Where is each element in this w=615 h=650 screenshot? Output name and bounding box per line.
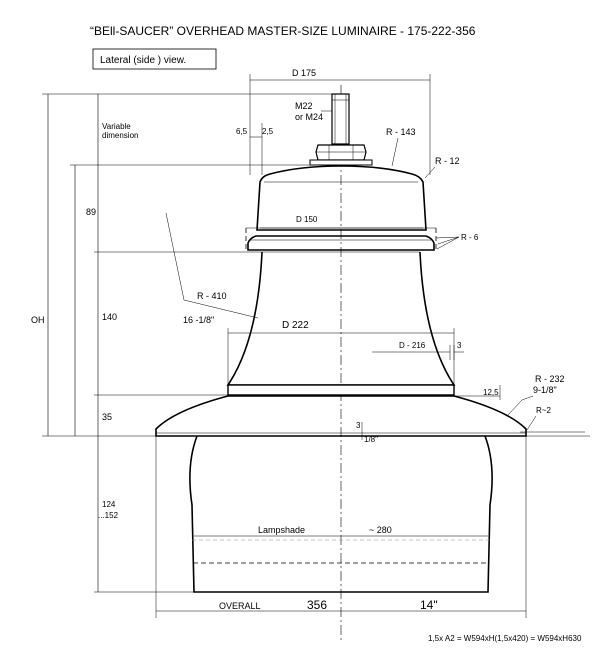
cap-outline <box>257 166 426 230</box>
dim-2-5: 2,5 <box>262 127 274 136</box>
dim-3: 3 <box>457 341 462 350</box>
view-label: Lateral (side ) view. <box>100 55 187 66</box>
height-140: 140 <box>102 312 118 322</box>
threaded-stem <box>332 94 349 144</box>
dim-12-5: 12,5 <box>483 388 499 397</box>
height-152: ...152 <box>98 511 119 520</box>
thread-m22: M22 <box>295 101 313 111</box>
drawing-title: “BEll-SAUCER” OVERHEAD MASTER-SIZE LUMINAIRE - 175-222-356 <box>90 24 476 38</box>
diameter-280: ~ 280 <box>369 525 392 535</box>
lampshade-label: Lampshade <box>258 525 306 535</box>
height-35: 35 <box>102 412 113 422</box>
overall-label: OVERALL <box>219 601 261 611</box>
radius-2: R~2 <box>536 406 551 415</box>
radius-12: R - 12 <box>435 156 460 166</box>
oh-label: OH <box>31 315 45 325</box>
variable-label: Variable <box>102 122 131 131</box>
dim-6-5: 6,5 <box>236 127 248 136</box>
radius-410: R - 410 <box>197 291 227 301</box>
radius-143: R - 143 <box>386 127 416 137</box>
dimension-label: dimension <box>102 131 139 140</box>
diameter-356: 356 <box>307 598 328 612</box>
diameter-175: D 175 <box>292 68 317 78</box>
height-89: 89 <box>86 207 97 217</box>
radius-410-inch: 16 -1/8" <box>183 315 215 325</box>
radius-232: R - 232 <box>535 374 565 384</box>
thread-m24: or M24 <box>295 112 324 122</box>
inch-1-8: 1/8" <box>364 435 378 444</box>
diameter-150: D 150 <box>296 215 318 224</box>
diameter-222: D 222 <box>282 320 309 331</box>
footer-note: 1,5x A2 = W594xH(1,5x420) = W594xH630 <box>428 634 582 643</box>
left-dimension-lines <box>42 94 332 592</box>
diameter-216: D - 216 <box>399 341 426 350</box>
radius-6: R - 6 <box>461 233 479 242</box>
inch-14: 14" <box>420 598 438 612</box>
height-124: 124 <box>102 500 116 509</box>
radius-232-inch: 9-1/8" <box>533 385 557 395</box>
hex-nut <box>310 145 372 165</box>
dim-3-small: 3 <box>356 421 361 430</box>
bell-collar <box>228 385 454 395</box>
